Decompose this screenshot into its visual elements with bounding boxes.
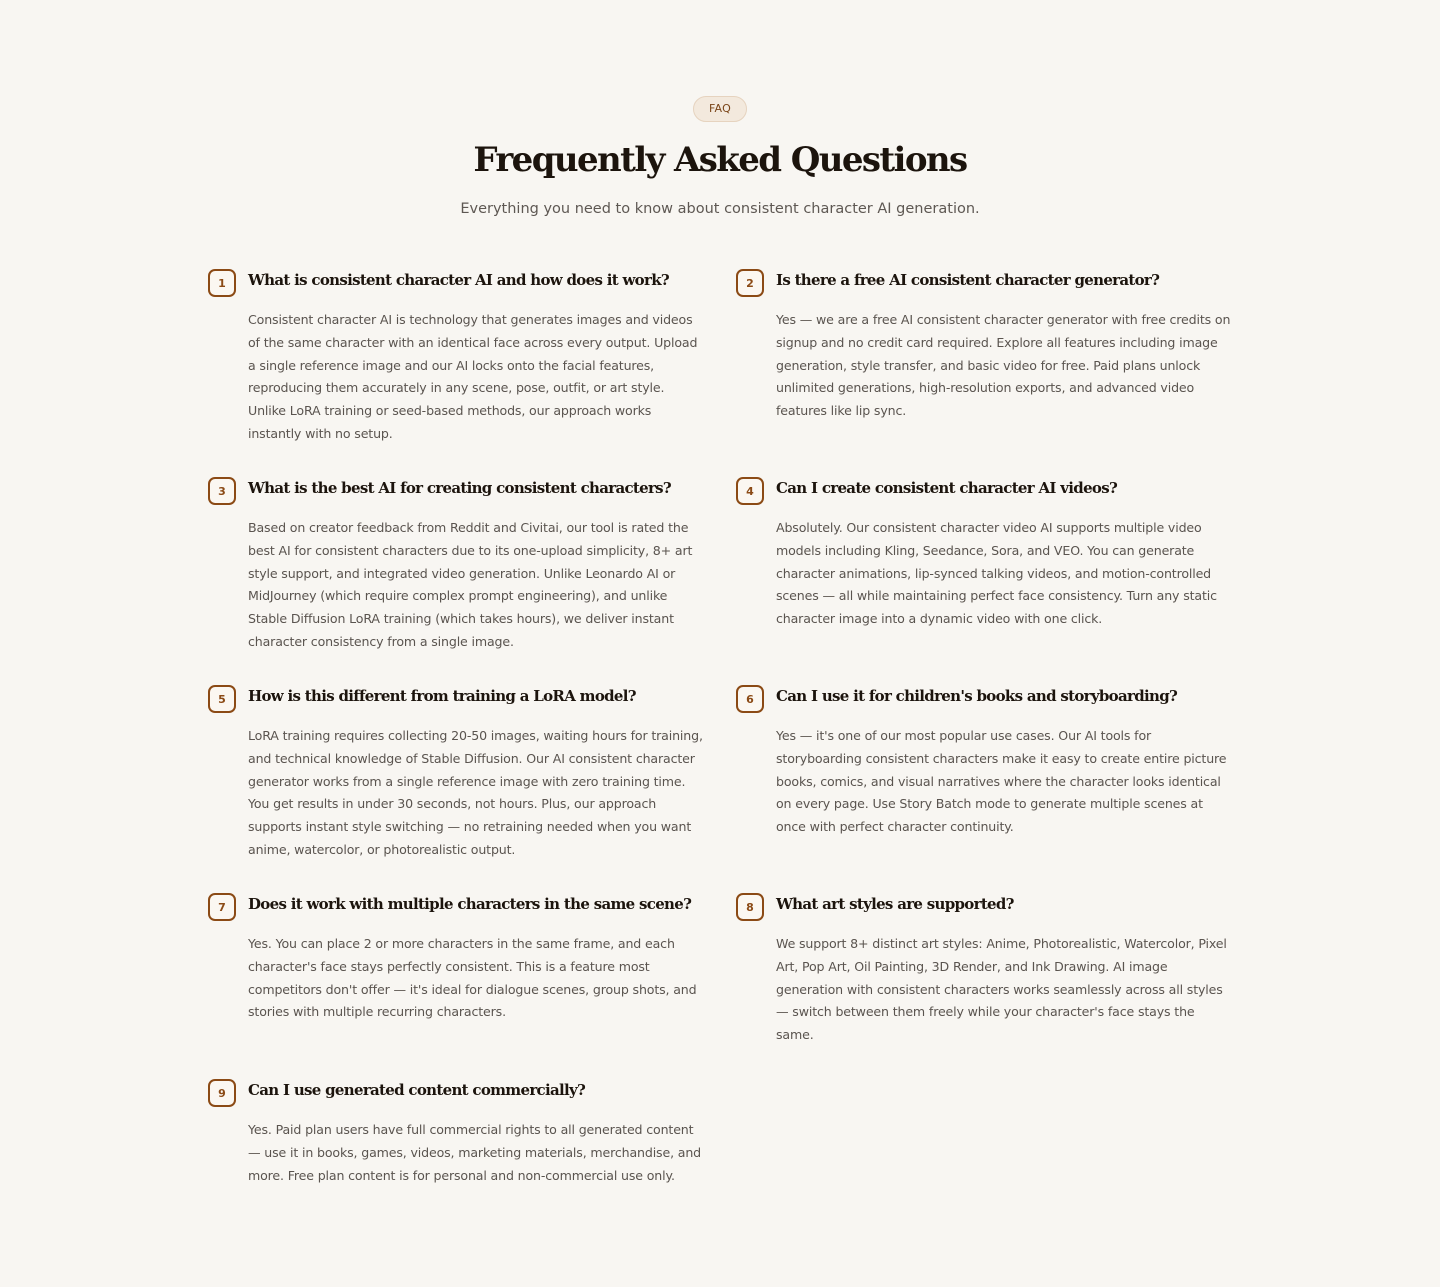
faq-item-6: [736, 684, 1232, 892]
faq-number-badge: 4: [736, 477, 764, 505]
faq-answer: Based on creator feedback from Reddit and Civitai, our tool is rated the best AI for consistent characters due to its one-upload simplicity, 8+ art style support, and integrated video generation. Unlike Leonardo AI or MidJourney (which require complex prompt engineering), and unlike Stable Diffusion LoRA training (which takes hours), we deliver instant character consistency from a single image.: [248, 520, 693, 649]
faq-item-9: [208, 1078, 704, 1218]
faq-number-badge: 5: [208, 685, 236, 713]
faq-item-1: [208, 268, 704, 476]
faq-item-8: [736, 892, 1232, 1078]
page-subtitle: Everything you need to know about consistent character AI generation.: [460, 201, 980, 217]
faq-question: Does it work with multiple characters in the same scene?: [248, 895, 692, 913]
faq-item-body: [776, 684, 1232, 839]
faq-item-5: [208, 684, 704, 892]
faq-answer: Yes — we are a free AI consistent character generator with free credits on signup and no credit card required. Explore all features including image generation, style transfer, and basic video for free. Paid plans unlock unlimited generations, high-resolution exports, and advanced video features like lip sync.: [776, 312, 1231, 419]
faq-number-badge: 3: [208, 477, 236, 505]
faq-item-body: [248, 892, 704, 1024]
faq-number-badge: 2: [736, 269, 764, 297]
faq-item-3: [208, 476, 704, 684]
faq-question: What art styles are supported?: [776, 895, 1014, 913]
faq-number-badge: 1: [208, 269, 236, 297]
faq-item-body: [248, 684, 704, 862]
faq-question: What is consistent character AI and how does it work?: [248, 271, 669, 289]
faq-answer: Consistent character AI is technology that generates images and videos of the same character with an identical face across every output. Upload a single reference image and our AI locks onto the facial features, reproducing them accurately in any scene, pose, outfit, or art style. Unlike LoRA training or seed-based methods, our approach works instantly with no setup.: [248, 312, 698, 441]
faq-question: Can I use it for children's books and storyboarding?: [776, 687, 1178, 705]
faq-item-7: [208, 892, 704, 1078]
faq-item-body: [248, 1078, 704, 1187]
faq-question: Is there a free AI consistent character generator?: [776, 271, 1160, 289]
faq-item-body: [776, 268, 1232, 423]
faq-question: Can I create consistent character AI videos?: [776, 479, 1118, 497]
faq-question: What is the best AI for creating consistent characters?: [248, 479, 671, 497]
faq-item-2: [736, 268, 1232, 476]
faq-question: Can I use generated content commercially?: [248, 1081, 586, 1099]
faq-answer: Yes. Paid plan users have full commercial rights to all generated content — use it in books, games, videos, marketing materials, merchandise, and more. Free plan content is for personal and non-commercial use only.: [248, 1122, 702, 1183]
faq-number-badge: 8: [736, 893, 764, 921]
faq-header: [0, 96, 1440, 220]
faq-number-badge: 9: [208, 1079, 236, 1107]
faq-answer: Yes — it's one of our most popular use cases. Our AI tools for storyboarding consistent characters make it easy to create entire picture books, comics, and visual narratives where the character looks identical on every page. Use Story Batch mode to generate multiple scenes at once with perfect character continuity.: [776, 728, 1227, 835]
faq-question: How is this different from training a LoRA model?: [248, 687, 636, 705]
faq-number-badge: 6: [736, 685, 764, 713]
faq-answer: Absolutely. Our consistent character video AI supports multiple video models including Kling, Seedance, Sora, and VEO. You can generate character animations, lip-synced talking videos, and motion-controlled scenes — all while maintaining perfect face consistency. Turn any static character image into a dynamic video with one click.: [776, 520, 1217, 627]
faq-item-body: [776, 476, 1232, 631]
faq-grid: [208, 268, 1240, 1218]
faq-item-body: [248, 268, 704, 446]
faq-answer: LoRA training requires collecting 20-50 images, waiting hours for training, and technical knowledge of Stable Diffusion. Our AI consistent character generator works from a single reference image with zero training time. You get results in under 30 seconds, not hours. Plus, our approach supports instant style switching — no retraining needed when you want anime, watercolor, or photorealistic output.: [248, 728, 703, 857]
faq-item-body: [248, 476, 704, 654]
faq-answer: Yes. You can place 2 or more characters in the same frame, and each character's face stays perfectly consistent. This is a feature most competitors don't offer — it's ideal for dialogue scenes, group shots, and stories with multiple recurring characters.: [248, 936, 697, 1020]
faq-answer: We support 8+ distinct art styles: Anime, Photorealistic, Watercolor, Pixel Art, Pop Art, Oil Painting, 3D Render, and Ink Drawing. AI image generation with consistent characters works seamlessly across all styles — switch between them freely while your character's face stays the same.: [776, 936, 1227, 1043]
page-title: Frequently Asked Questions: [473, 140, 967, 180]
faq-item-4: [736, 476, 1232, 684]
faq-number-badge: 7: [208, 893, 236, 921]
faq-badge: FAQ: [693, 96, 747, 122]
faq-item-body: [776, 892, 1232, 1047]
